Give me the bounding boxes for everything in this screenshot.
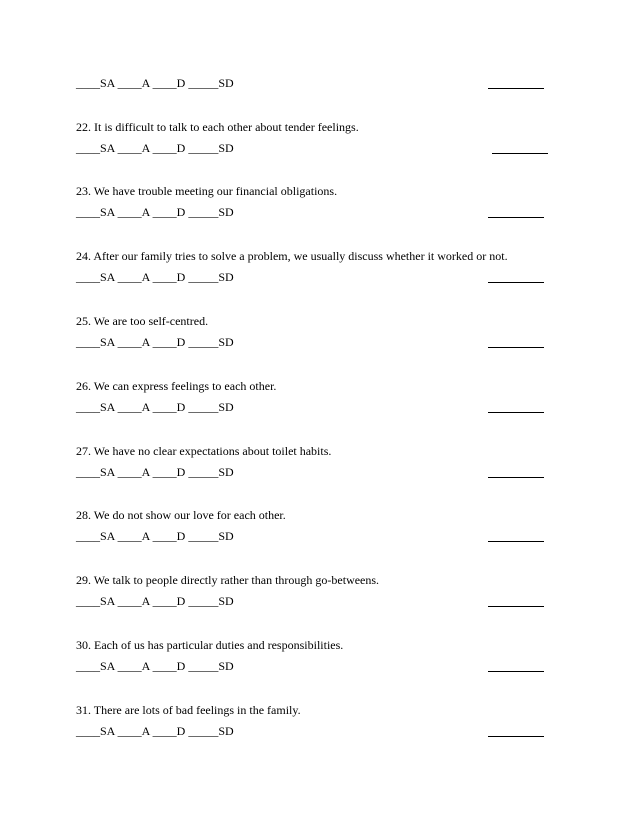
score-blank[interactable] bbox=[488, 347, 544, 348]
question-text: 28. We do not show our love for each other. bbox=[76, 508, 286, 522]
question-text: 29. We talk to people directly rather than through go-betweens. bbox=[76, 573, 380, 587]
question-text: 31. There are lots of bad feelings in the family. bbox=[76, 703, 301, 717]
score-blank[interactable] bbox=[488, 282, 544, 283]
question-text: 22. It is difficult to talk to each other about tender feelings. bbox=[76, 120, 359, 134]
rating-scale: ____SA ____A ____D _____SD bbox=[76, 659, 234, 673]
score-blank[interactable] bbox=[488, 606, 544, 607]
rating-scale: ____SA ____A ____D _____SD bbox=[76, 465, 234, 479]
question-text: 23. We have trouble meeting our financial obligations. bbox=[76, 184, 338, 198]
rating-scale: ____SA ____A ____D _____SD bbox=[76, 335, 234, 349]
rating-scale: ____SA ____A ____D _____SD bbox=[76, 141, 234, 155]
rating-scale: ____SA ____A ____D _____SD bbox=[76, 594, 234, 608]
score-blank[interactable] bbox=[488, 477, 544, 478]
score-blank[interactable] bbox=[488, 736, 544, 737]
question-text: 26. We can express feelings to each other. bbox=[76, 379, 277, 393]
question-text: 30. Each of us has particular duties and responsibilities. bbox=[76, 638, 344, 652]
question-text: 24. After our family tries to solve a problem, we usually discuss whether it worked or not. bbox=[76, 249, 508, 263]
rating-scale: ____SA ____A ____D _____SD bbox=[76, 724, 234, 738]
question-text: 27. We have no clear expectations about toilet habits. bbox=[76, 444, 332, 458]
score-blank[interactable] bbox=[488, 217, 544, 218]
rating-scale: ____SA ____A ____D _____SD bbox=[76, 400, 234, 414]
score-blank[interactable] bbox=[488, 88, 544, 89]
score-blank[interactable] bbox=[488, 671, 544, 672]
rating-scale: ____SA ____A ____D _____SD bbox=[76, 205, 234, 219]
rating-scale: ____SA ____A ____D _____SD bbox=[76, 270, 234, 284]
score-blank[interactable] bbox=[488, 541, 544, 542]
rating-scale: ____SA ____A ____D _____SD bbox=[76, 529, 234, 543]
question-text: 25. We are too self-centred. bbox=[76, 314, 209, 328]
score-blank[interactable] bbox=[488, 412, 544, 413]
score-blank[interactable] bbox=[492, 153, 548, 154]
rating-scale: ____SA ____A ____D _____SD bbox=[76, 76, 234, 90]
